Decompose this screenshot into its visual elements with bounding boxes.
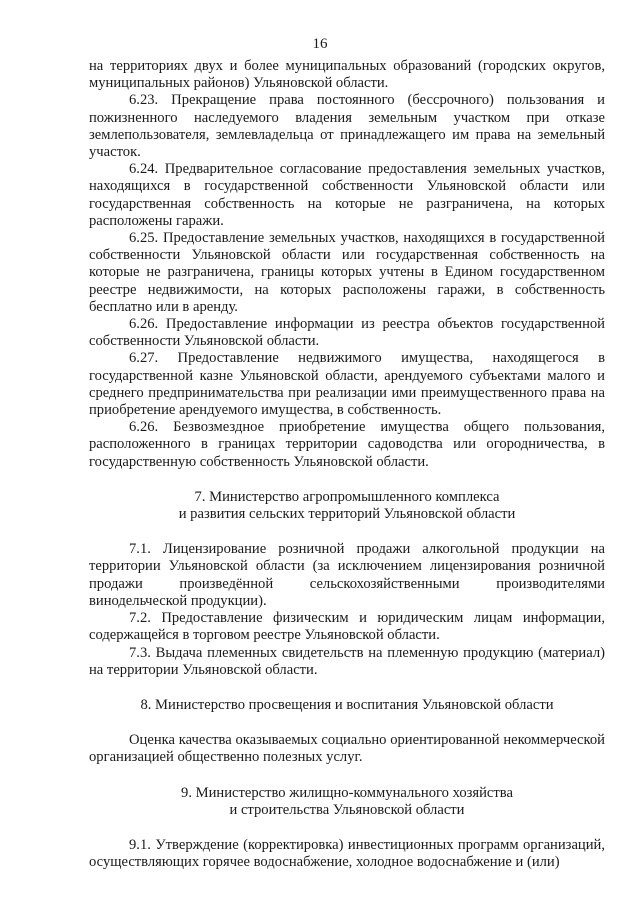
section-heading: 8. Министерство просвещения и воспитания Ульяновской области — [140, 696, 554, 713]
paragraph: 6.26. Предоставление информации из реестра объектов государственной собственности Ульяновской области. — [89, 316, 605, 350]
paragraph: 7.2. Предоставление физическим и юридическим лицам информации, содержащейся в торговом реестре Ульяновской области. — [89, 610, 605, 644]
section-gap — [89, 767, 605, 785]
section-gap — [89, 471, 605, 489]
paragraph: 6.25. Предоставление земельных участков, находящихся в государственной собственности Ульяновской области или государственная собственность на которые не разграничена, границы которых учтены в Едином государственном реестре недвижимости, на которых расположены гаражи, в собственность бесплатно или в аренду. — [89, 230, 605, 315]
page-number: 16 — [312, 36, 328, 52]
section-gap — [89, 679, 605, 697]
section-heading: 9. Министерство жилищно-коммунального хозяйства — [181, 784, 513, 801]
section-gap — [89, 714, 605, 732]
section-heading: и развития сельских территорий Ульяновской области — [178, 506, 516, 523]
document-body — [89, 58, 605, 871]
section-heading: и строительства Ульяновской области — [229, 801, 465, 818]
paragraph: Оценка качества оказываемых социально ориентированной некоммерческой организацией общественно полезных услуг. — [89, 732, 605, 766]
section-heading: 7. Министерство агропромышленного комплекса — [194, 488, 500, 505]
paragraph: 6.27. Предоставление недвижимого имущества, находящегося в государственной казне Ульяновской области, арендуемого субъектами малого и среднего предпринимательства при реализации ими преимущественного права на приобретение арендуемого имущества, в собственность. — [89, 350, 605, 419]
section-gap — [89, 819, 605, 837]
paragraph: на территориях двух и более муниципальных образований (городских округов, муниципальных районов) Ульяновской области. — [89, 58, 605, 92]
paragraph: 7.3. Выдача племенных свидетельств на племенную продукцию (материал) на территории Ульяновской области. — [89, 644, 605, 678]
paragraph: 6.23. Прекращение права постоянного (бессрочного) пользования и пожизненного наследуемого владения земельным участком при отказе землепользователя, землевладельца от принадлежащего им права на земельный участок. — [89, 92, 605, 161]
section-gap — [89, 523, 605, 541]
paragraph: 9.1. Утверждение (корректировка) инвестиционных программ организаций, осуществляющих горячее водоснабжение, холодное водоснабжение и (или) — [89, 836, 605, 871]
paragraph: 6.24. Предварительное согласование предоставления земельных участков, находящихся в государственной собственности Ульяновской области или государственная собственность на которые не разграничена, на которых расположены гаражи. — [89, 161, 605, 229]
paragraph: 7.1. Лицензирование розничной продажи алкогольной продукции на территории Ульяновской области (за исключением лицензирования розничной продажи произведённой сельскохозяйственными производителями винодельческой продукции). — [89, 541, 605, 609]
paragraph: 6.26. Безвозмездное приобретение имущества общего пользования, расположенного в границах территории садоводства или огородничества, в государственную собственность Ульяновской области. — [89, 419, 605, 470]
